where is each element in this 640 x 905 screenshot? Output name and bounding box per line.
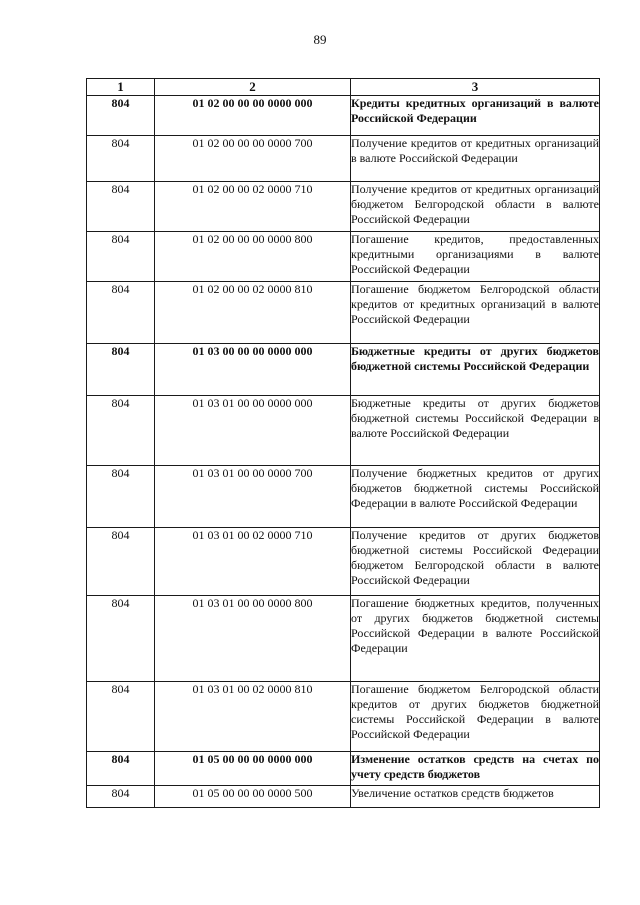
budget-classification-code-cell: 01 03 01 00 02 0000 810: [155, 682, 351, 752]
source-name-cell: Погашение кредитов, предоставленных кредитными организациями в валюте Российской Федерации: [351, 232, 600, 282]
admin-code-cell: 804: [87, 182, 155, 232]
table-row: [87, 344, 600, 396]
table-header-row: [87, 79, 600, 96]
budget-classification-code-cell: 01 05 00 00 00 0000 500: [155, 786, 351, 808]
source-name-cell: Получение кредитов от кредитных организаций бюджетом Белгородской области в валюте Российской Федерации: [351, 182, 600, 232]
table-row: [87, 136, 600, 182]
admin-code-cell: 804: [87, 786, 155, 808]
table-body: [87, 96, 600, 808]
source-name-cell: Погашение бюджетных кредитов, полученных от других бюджетов бюджетной системы Российской Федерации в валюте Российской Федерации: [351, 596, 600, 682]
source-name-cell: Бюджетные кредиты от других бюджетов бюджетной системы Российской Федерации: [351, 344, 600, 396]
budget-classification-code-cell: 01 02 00 00 00 0000 800: [155, 232, 351, 282]
admin-code-cell: 804: [87, 136, 155, 182]
budget-classification-code-cell: 01 03 00 00 00 0000 000: [155, 344, 351, 396]
table-row: [87, 466, 600, 528]
table-row: [87, 786, 600, 808]
source-name-cell: Бюджетные кредиты от других бюджетов бюджетной системы Российской Федерации в валюте Российской Федерации: [351, 396, 600, 466]
budget-classification-code-cell: 01 03 01 00 00 0000 000: [155, 396, 351, 466]
source-name-cell: Увеличение остатков средств бюджетов: [351, 786, 600, 808]
table-row: [87, 596, 600, 682]
admin-code-cell: 804: [87, 528, 155, 596]
table-row: [87, 182, 600, 232]
admin-code-cell: 804: [87, 596, 155, 682]
table-row: [87, 396, 600, 466]
source-name-cell: Получение кредитов от других бюджетов бюджетной системы Российской Федерации бюджетом Белгородской области в валюте Российской Федерации: [351, 528, 600, 596]
column-header-1: 1: [87, 79, 155, 96]
table-row: [87, 282, 600, 344]
table-row: [87, 232, 600, 282]
budget-classification-code-cell: 01 03 01 00 00 0000 800: [155, 596, 351, 682]
table-row: [87, 96, 600, 136]
budget-classification-code-cell: 01 02 00 00 02 0000 810: [155, 282, 351, 344]
admin-code-cell: 804: [87, 344, 155, 396]
source-name-cell: Получение бюджетных кредитов от других бюджетов бюджетной системы Российской Федерации в валюте Российской Федерации: [351, 466, 600, 528]
admin-code-cell: 804: [87, 682, 155, 752]
budget-classification-code-cell: 01 02 00 00 02 0000 710: [155, 182, 351, 232]
table-row: [87, 528, 600, 596]
column-header-2: 2: [155, 79, 351, 96]
page-number: 89: [313, 32, 327, 47]
source-name-cell: Кредиты кредитных организаций в валюте Российской Федерации: [351, 96, 600, 136]
admin-code-cell: 804: [87, 752, 155, 786]
source-name-cell: Изменение остатков средств на счетах по учету средств бюджетов: [351, 752, 600, 786]
budget-classification-code-cell: 01 05 00 00 00 0000 000: [155, 752, 351, 786]
budget-sources-table: [86, 78, 600, 808]
table-row: [87, 752, 600, 786]
source-name-cell: Погашение бюджетом Белгородской области кредитов от других бюджетов бюджетной системы Российской Федерации в валюте Российской Федерации: [351, 682, 600, 752]
source-name-cell: Погашение бюджетом Белгородской области кредитов от кредитных организаций в валюте Российской Федерации: [351, 282, 600, 344]
admin-code-cell: 804: [87, 232, 155, 282]
table-row: [87, 682, 600, 752]
admin-code-cell: 804: [87, 96, 155, 136]
admin-code-cell: 804: [87, 282, 155, 344]
budget-classification-code-cell: 01 03 01 00 02 0000 710: [155, 528, 351, 596]
budget-classification-code-cell: 01 02 00 00 00 0000 000: [155, 96, 351, 136]
admin-code-cell: 804: [87, 466, 155, 528]
admin-code-cell: 804: [87, 396, 155, 466]
column-header-3: 3: [351, 79, 600, 96]
source-name-cell: Получение кредитов от кредитных организаций в валюте Российской Федерации: [351, 136, 600, 182]
budget-classification-code-cell: 01 03 01 00 00 0000 700: [155, 466, 351, 528]
budget-classification-code-cell: 01 02 00 00 00 0000 700: [155, 136, 351, 182]
